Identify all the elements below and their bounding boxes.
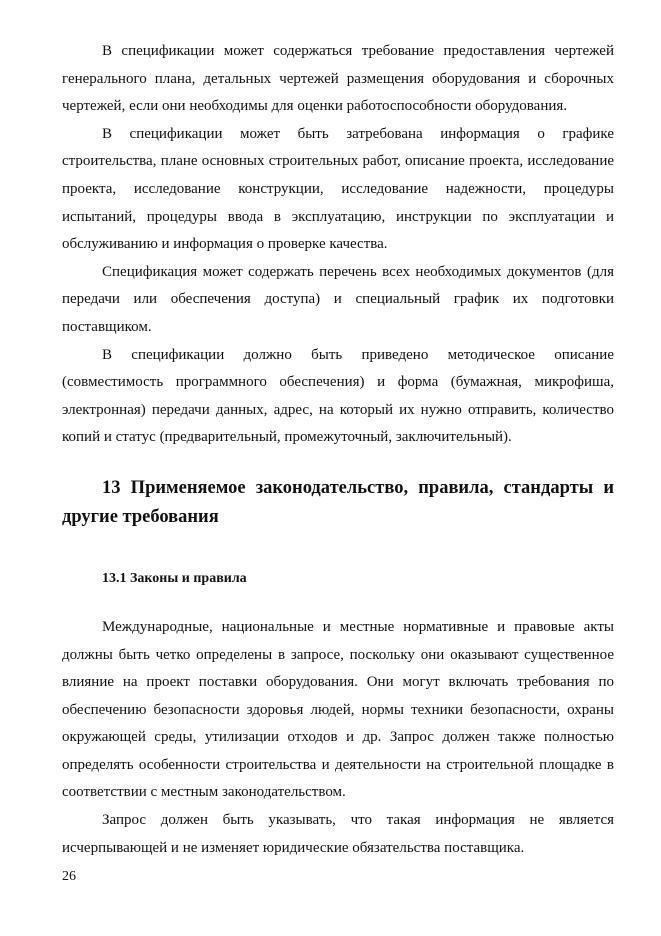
paragraph-documents-list: Спецификация может содержать перечень всех необходимых документов (для передачи или обеспечения доступа) и специальный график их подготовки поставщиком. — [62, 263, 614, 335]
paragraph-data-transfer: В спецификации должно быть приведено методическое описание (совместимость программного обеспечения) и форма (бумажная, микрофиша, электронная) передачи данных, адрес, на который их нужно отправить, количество копий и статус (предварительный, промежуточный, заключительный). — [62, 346, 614, 446]
paragraph-not-exhaustive: Запрос должен быть указывать, что такая информация не является исчерпывающей и не изменяет юридические обязательства поставщика. — [62, 812, 614, 856]
page-number: 26 — [62, 869, 76, 884]
subsection-heading: 13.1 Законы и правила — [102, 570, 247, 586]
document-page — [62, 38, 614, 862]
paragraph-drawings: В спецификации может содержаться требование предоставления чертежей генерального плана, детальных чертежей размещения оборудования и сборочных чертежей, если они необходимы для оценки работоспособности оборудования. — [62, 43, 614, 115]
paragraph-regulations: Международные, национальные и местные нормативные и правовые акты должны быть четко определены в запросе, поскольку они оказывают существенное влияние на проект поставки оборудования. Они могут включать требования по обеспечению безопасности здоровья людей, нормы техники безопасности, охраны окружающей среды, утилизации отходов и др. Запрос должен также полностью определять особенности строительства и деятельности на строительной площадке в соответствии с местным законодательством. — [62, 618, 614, 801]
section-heading: 13 Применяемое законодательство, правила, стандарты и другие требования — [62, 477, 614, 527]
paragraph-schedule-info: В спецификации может быть затребована информация о графике строительства, плане основных строительных работ, описание проекта, исследование проекта, исследование конструкции, исследование надежности, процедуры испытаний, процедуры ввода в эксплуатацию, инструкции по эксплуатации и обслуживанию и информация о проверке качества. — [62, 125, 614, 253]
